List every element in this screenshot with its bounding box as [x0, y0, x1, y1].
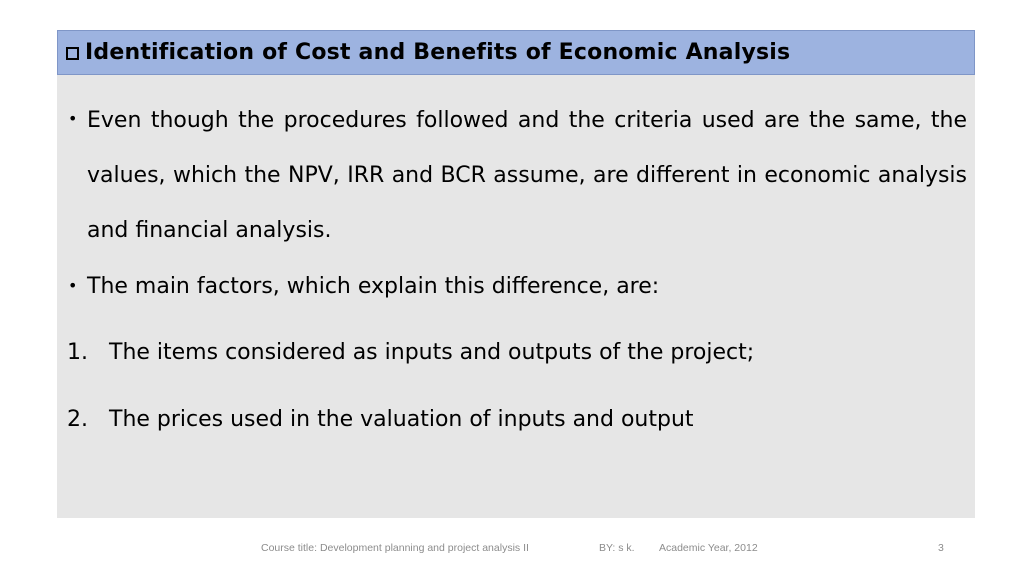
numbered-item [67, 338, 754, 368]
hollow-square-bullet-icon [66, 47, 79, 60]
bullet-paragraph: The main factors, which explain this difference, are: [87, 274, 660, 299]
item-number: 2. [67, 407, 88, 432]
slide-title: Identification of Cost and Benefits of Economic Analysis [85, 40, 791, 65]
numbered-item [67, 405, 694, 435]
bullet-paragraph: Even though the procedures followed and the criteria used are the same, the values, which the NPV, IRR and BCR assume, are different in economic analysis and financial analysis. [87, 108, 967, 243]
footer-course-title: Course title: Development planning and project analysis II [261, 542, 529, 554]
footer-academic-year: Academic Year, 2012 [659, 542, 758, 554]
slide-title-bar [57, 30, 975, 75]
bullet-dot-icon: • [68, 109, 78, 128]
item-text: The items considered as inputs and outputs of the project; [109, 340, 755, 365]
content-area [57, 75, 975, 518]
item-number: 1. [67, 340, 88, 365]
bullet-dot-icon: • [68, 276, 78, 295]
item-text: The prices used in the valuation of inputs and output [109, 407, 694, 432]
footer-author: BY: s k. [599, 542, 635, 554]
slide-page-number: 3 [938, 542, 944, 554]
